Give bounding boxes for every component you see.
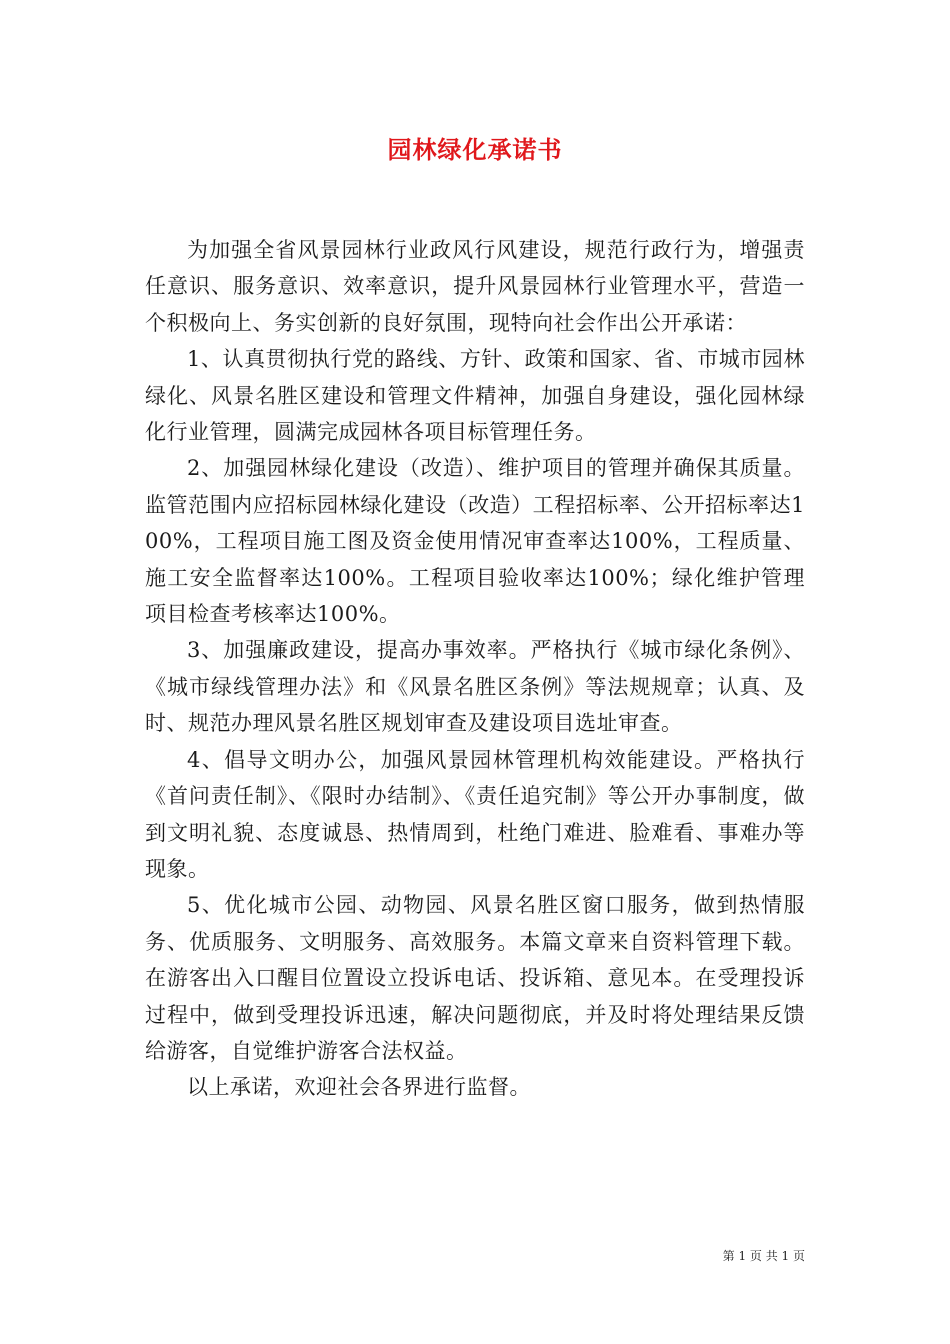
paragraph-closing: 以上承诺，欢迎社会各界进行监督。 <box>187 1075 531 1100</box>
document-title: 园林绿化承诺书 <box>387 135 563 164</box>
paragraph-item-1: 1、认真贯彻执行党的路线、方针、政策和国家、省、市城市园林绿化、风景名胜区建设和管理文件精神，加强自身建设，强化园林绿化行业管理，圆满完成园林各项目标管理任务。 <box>145 347 805 445</box>
page-number-footer: 第 1 页 共 1 页 <box>722 1249 805 1263</box>
paragraph-item-3: 3、加强廉政建设，提高办事效率。严格执行《城市绿化条例》、《城市绿线管理办法》和《风景名胜区条例》等法规规章；认真、及时、规范办理风景名胜区规划审查及建设项目选址审查。 <box>145 638 805 736</box>
paragraph-item-5: 5、优化城市公园、动物园、风景名胜区窗口服务，做到热情服务、优质服务、文明服务、高效服务。本篇文章来自资料管理下载。在游客出入口醒目位置设立投诉电话、投诉箱、意见本。在受理投诉过程中，做到受理投诉迅速，解决问题彻底，并及时将处理结果反馈给游客，自觉维护游客合法权益。 <box>145 893 805 1063</box>
document-body <box>145 232 805 1106</box>
paragraph-item-2: 2、加强园林绿化建设（改造）、维护项目的管理并确保其质量。监管范围内应招标园林绿化建设（改造）工程招标率、公开招标率达100%，工程项目施工图及资金使用情况审查率达100%，工程质量、施工安全监督率达100%。工程项目验收率达100%；绿化维护管理项目检查考核率达100%。 <box>145 456 805 627</box>
paragraph-item-4: 4、倡导文明办公，加强风景园林管理机构效能建设。严格执行《首问责任制》、《限时办结制》、《责任追究制》等公开办事制度，做到文明礼貌、态度诚恳、热情周到，杜绝门难进、脸难看、事难办等现象。 <box>145 747 805 881</box>
paragraph-intro: 为加强全省风景园林行业政风行风建设，规范行政行为，增强责任意识、服务意识、效率意识，提升风景园林行业管理水平，营造一个积极向上、务实创新的良好氛围，现特向社会作出公开承诺： <box>145 238 805 335</box>
